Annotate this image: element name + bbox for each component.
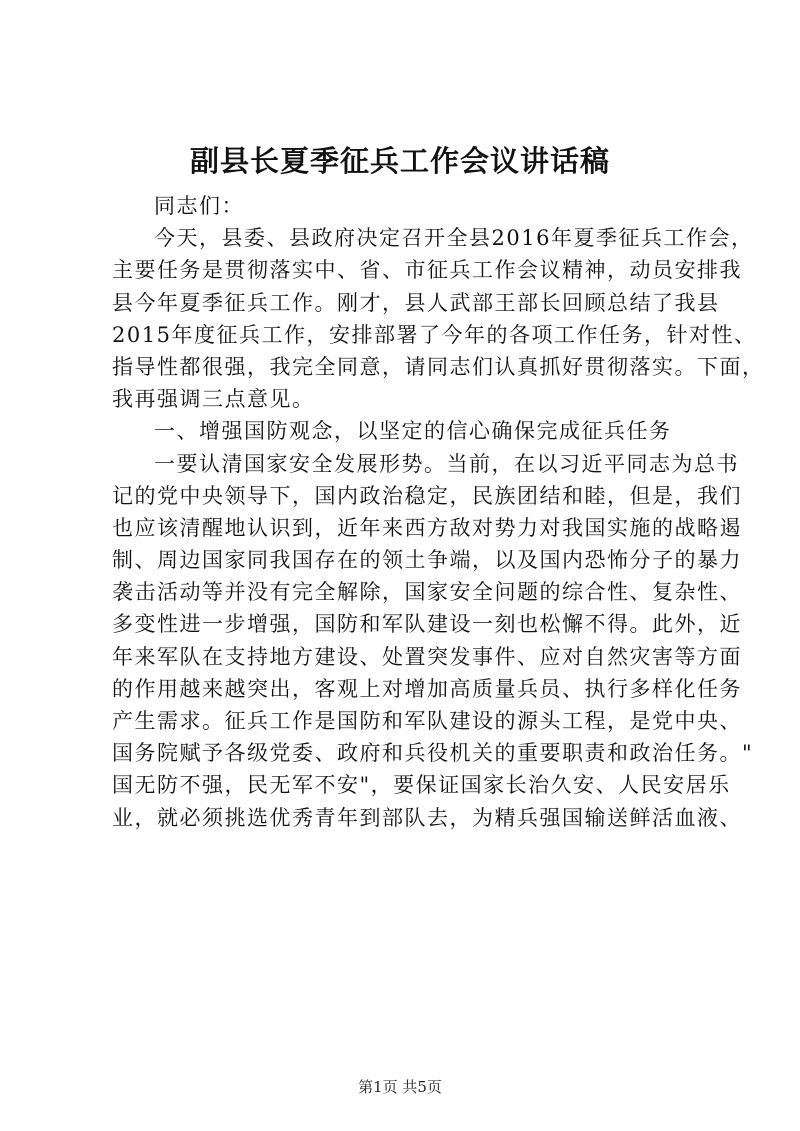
- body-line: 制、周边国家同我国存在的领土争端，以及国内恐怖分子的暴力: [112, 548, 742, 573]
- body-line: 国无防不强，民无军不安"，要保证国家长治久安、人民安居乐: [112, 773, 731, 798]
- body-line: 国务院赋予各级党委、政府和兵役机关的重要职责和政治任务。": [112, 741, 754, 766]
- body-line: 一要认清国家安全发展形势。当前，在以习近平同志为总书: [154, 451, 739, 476]
- body-line: 指导性都很强，我完全同意，请同志们认真抓好贯彻落实。下面，: [112, 354, 765, 379]
- body-line: 主要任务是贯彻落实中、省、市征兵工作会议精神，动员安排我: [112, 258, 742, 283]
- body-line: 2015年度征兵工作，安排部署了今年的各项工作任务，针对性、: [112, 322, 757, 347]
- body-line: 年来军队在支持地方建设、处置突发事件、应对自然灾害等方面: [112, 644, 742, 669]
- body-line: 我再强调三点意见。: [112, 387, 315, 412]
- body-line: 记的党中央领导下，国内政治稳定，民族团结和睦，但是，我们: [112, 483, 742, 508]
- body-line: 产生需求。征兵工作是国防和军队建设的源头工程，是党中央、: [112, 709, 742, 733]
- body-line: 今天，县委、县政府决定召开全县2016年夏季征兵工作会，: [154, 226, 754, 251]
- salutation-line: 同志们：: [154, 194, 244, 218]
- body-line: 业，就必须挑选优秀青年到部队去，为精兵强国输送鲜活血液、: [112, 805, 742, 830]
- body-line: 也应该清醒地认识到，近年来西方敌对势力对我国实施的战略遏: [112, 515, 742, 540]
- section-heading: 一、增强国防观念，以坚定的信心确保完成征兵任务: [154, 419, 672, 444]
- body-line: 多变性进一步增强，国防和军队建设一刻也松懈不得。此外，近: [112, 612, 742, 637]
- body-line: 县今年夏季征兵工作。刚才，县人武部王部长回顾总结了我县: [112, 290, 720, 315]
- page-number-footer: 第1页 共5页: [358, 1078, 442, 1096]
- body-line: 袭击活动等并没有完全解除，国家安全问题的综合性、复杂性、: [112, 580, 742, 605]
- document-body: [112, 190, 765, 834]
- document-title: 副县长夏季征兵工作会议讲话稿: [189, 144, 610, 178]
- body-line: 的作用越来越突出，客观上对增加高质量兵员、执行多样化任务: [112, 676, 742, 701]
